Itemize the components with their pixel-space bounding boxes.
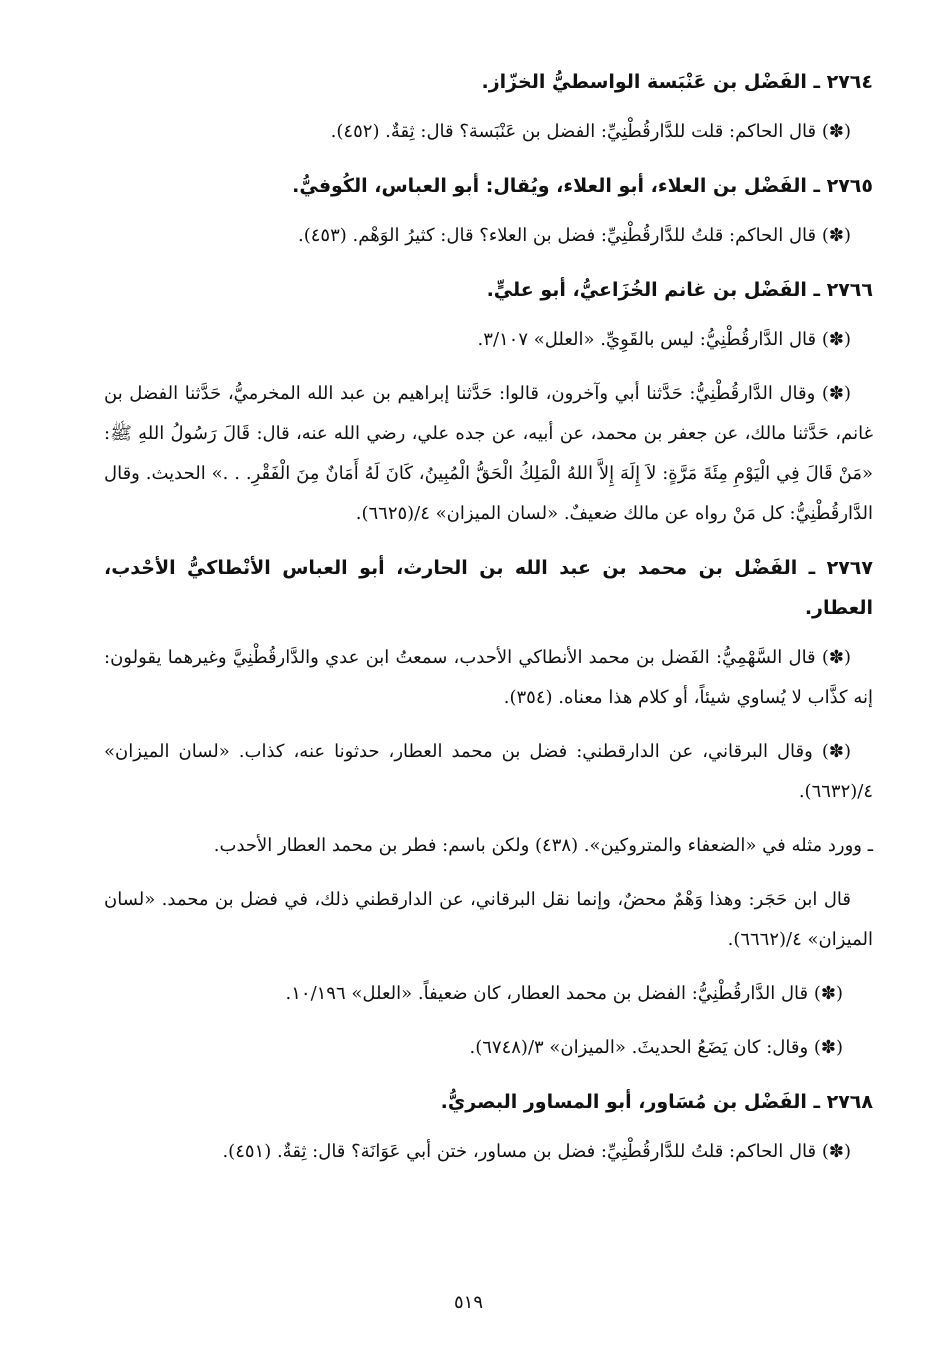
- entry-title: ٢٧٦٨ ـ الفَضْل بن مُسَاور، أبو المساور البصريُّ.: [440, 1091, 873, 1113]
- entry-paragraph: قال ابن حَجَر: وهذا وَهْمٌ محضٌ، وإنما نقل البرقاني، عن الدارقطني ذلك، في فضل بن محمد. «لسان الميزان» ٤/(٦٦٦٢).: [104, 889, 873, 950]
- entry-paragraph: (✽) قال الدَّارقُطْنِيُّ: ليس بالقَوِيِّ. «العلل» ٣/١٠٧.: [477, 329, 851, 350]
- entry-paragraph: (✽) وقال البرقاني، عن الدارقطني: فضل بن محمد العطار، حدثونا عنه، كذاب. «لسان الميزان» ٤/(٦٦٣٢).: [104, 741, 873, 802]
- entry-paragraph: ـ وورد مثله في «الضعفاء والمتروكين». (٤٣٨) ولكن باسم: فطر بن محمد العطار الأحدب.: [213, 835, 873, 856]
- entry: [104, 548, 873, 1068]
- page-number: ٥١٩: [453, 1292, 483, 1313]
- entry: [104, 166, 873, 256]
- entry: [104, 270, 873, 534]
- entry-paragraph: (✽) قال السَّهْمِيُّ: الفَضل بن محمد الأنطاكي الأحدب، سمعتُ ابن عدي والدَّارقُطْنِيَّ وغيرهما يقولون: إنه كذَّاب لا يُساوي شيئاً، أو كلام هذا معناه. (٣٥٤).: [104, 647, 873, 708]
- entry-paragraph: (✽) قال الحاكم: قلتُ للدَّارقُطْنِيِّ: فضل بن العلاء؟ قال: كثيرُ الوَهْم. (٤٥٣).: [298, 225, 851, 246]
- entry-paragraph: (✽) قال الحاكم: قلتُ للدَّارقُطْنِيِّ: فضل بن مساور، ختن أبي عَوَانَة؟ قال: ثِقةٌ. (٤٥١).: [222, 1141, 851, 1162]
- entry-paragraph: (✽) وقال الدَّارقُطْنِيُّ: حَدَّثنا أبي وآخرون، قالوا: حَدَّثنا إبراهيم بن عبد الله المخرميُّ، حَدَّثنا الفضل بن غانم، حَدَّثنا مالك، عن جعفر بن محمد، عن أبيه، عن جده علي، رضي الله عنه، قال: قَالَ رَسُولُ اللهِ ﷺ: «مَنْ قَالَ فِي الْيَوْمِ مِئَةَ مَرَّةٍ: لاَ إِلَهَ إِلاَّ اللهُ الْمَلِكُ الْحَقُّ الْمُبِينُ، كَانَ لَهُ أَمَانٌ مِنَ الْفَقْرِ. . .» الحديث. وقال الدَّارقُطْنِيُّ: كل مَنْ رواه عن مالك ضعيفٌ. «لسان الميزان» ٤/(٦٦٢٥).: [104, 383, 873, 524]
- entry-paragraph: (✽) قال الدَّارقُطْنِيُّ: الفضل بن محمد العطار، كان ضعيفاً. «العلل» ١٠/١٩٦.: [285, 983, 843, 1004]
- entry-title: ٢٧٦٦ ـ الفَضْل بن غانم الخُزَاعيُّ، أبو عليٍّ.: [486, 279, 873, 301]
- entry: [104, 62, 873, 152]
- entry: [104, 1082, 873, 1172]
- entry-title: ٢٧٦٧ ـ الفَضْل بن محمد بن عبد الله بن الحارث، أبو العباس الأنْطاكيُّ الأحْدب، العطار.: [104, 557, 873, 619]
- entry-title: ٢٧٦٥ ـ الفَضْل بن العلاء، أبو العلاء، ويُقال: أبو العباس، الكُوفيُّ.: [292, 175, 873, 197]
- entry-title: ٢٧٦٤ ـ الفَضْل بن عَنْبَسة الواسطيُّ الخزّاز.: [481, 71, 873, 93]
- entry-paragraph: (✽) قال الحاكم: قلت للدَّارقُطْنِيِّ: الفضل بن عَنْبَسة؟ قال: ثِقةٌ. (٤٥٢).: [330, 121, 851, 142]
- entry-paragraph: (✽) وقال: كان يَضَعُ الحديثَ. «الميزان» ٣/(٦٧٤٨).: [469, 1037, 843, 1058]
